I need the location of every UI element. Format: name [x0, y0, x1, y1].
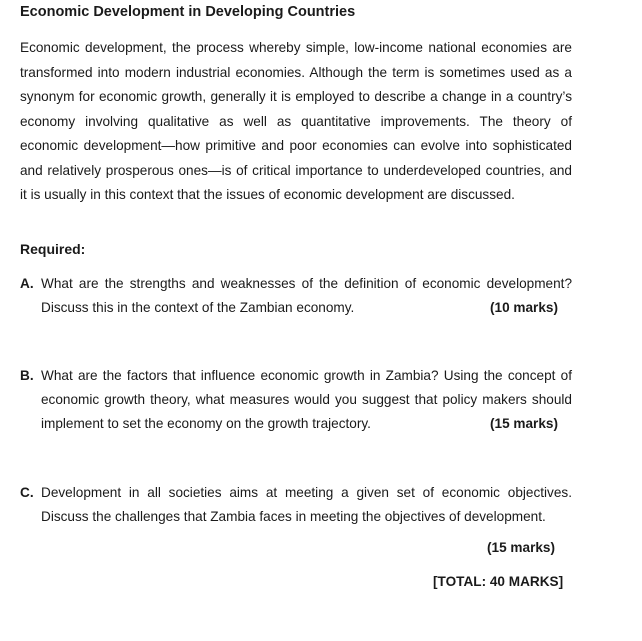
question-c — [20, 481, 572, 529]
question-b-letter: B. — [20, 368, 34, 383]
question-c-text: Development in all societies aims at meeting a given set of economic objectives. Discuss the challenges that Zambia faces in meeting the objectives of development. — [41, 485, 572, 524]
question-a-letter: A. — [20, 276, 34, 291]
question-a-text: What are the strengths and weaknesses of the definition of economic development? Discuss this in the context of the Zambian economy. — [41, 276, 572, 315]
required-label: Required: — [20, 241, 86, 257]
question-a-marks: (10 marks) — [489, 300, 558, 315]
question-b-marks: (15 marks) — [489, 416, 558, 431]
document-title: Economic Development in Developing Countries — [20, 4, 356, 20]
question-a — [20, 272, 572, 320]
total-marks: [TOTAL: 40 MARKS] — [433, 574, 564, 589]
question-c-marks: (15 marks) — [487, 540, 556, 555]
question-b — [20, 364, 572, 436]
question-b-text: What are the factors that influence economic growth in Zambia? Using the concept of economic growth theory, what measures would you suggest that policy makers should implement to set the economy on the growth trajectory. — [41, 368, 572, 431]
question-c-letter: C. — [20, 485, 34, 500]
intro-paragraph: Economic development, the process whereby simple, low-income national economies are transformed into modern industrial economies. Although the term is sometimes used as a synonym for economic growth, generally it is employed to describe a change in a country’s economy involving qualitative as well as quantitative improvements. The theory of economic development—how primitive and poor economies can evolve into sophisticated and relatively prosperous ones—is of critical importance to underdeveloped countries, and it is usually in this context that the issues of economic development are discussed. — [20, 40, 572, 202]
